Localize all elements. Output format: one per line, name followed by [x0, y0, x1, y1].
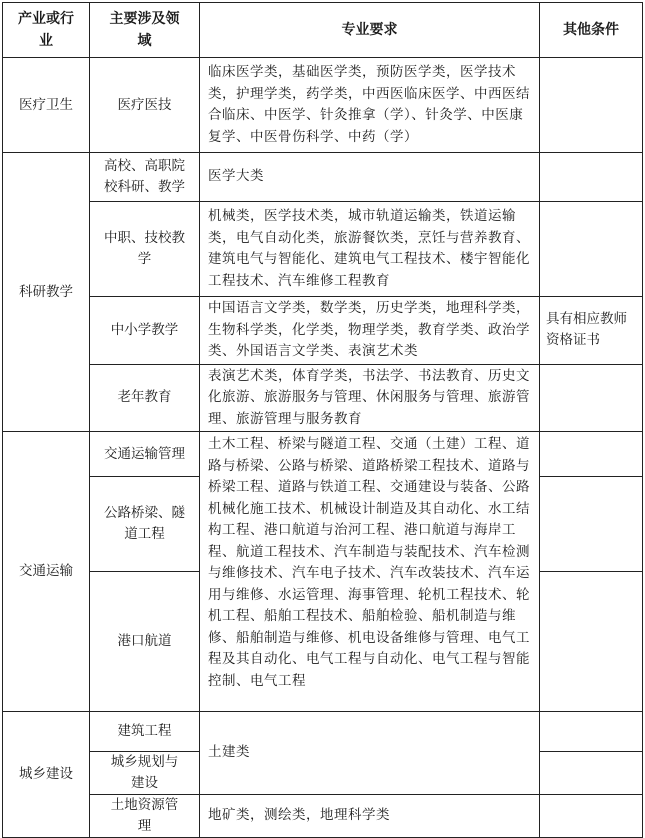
- field-cell: 城乡规划与建设: [90, 752, 200, 795]
- major-cell: 地矿类，测绘类，地理科学类: [200, 795, 540, 838]
- group-research: 科研教学: [3, 153, 90, 432]
- major-cell: 中国语言文学类，数学类，历史学类，地理科学类，生物科学类，化学类，物理学类，教育学类、政治学类、外国语言文学类、表演艺术类: [200, 297, 540, 365]
- field-cell: 建筑工程: [90, 712, 200, 752]
- major-cell: 机械类，医学技术类，城市轨道运输类，铁道运输类，电气自动化类，旅游餐饮类，烹饪与营养教育、建筑电气与智能化、建筑电气工程技术、楼宇智能化工程技术、汽车维修工程教育: [200, 202, 540, 297]
- table-row: [3, 58, 643, 153]
- major-cell: 表演艺术类，体育学类，书法学、书法教育、历史文化旅游、旅游服务与管理、休闲服务与管理、旅游管理、旅游管理与服务教育: [200, 364, 540, 432]
- field-cell: 土地资源管理: [90, 795, 200, 838]
- field-cell: 中小学教学: [90, 297, 200, 365]
- other-cell: [540, 795, 643, 838]
- table-row: [3, 432, 643, 477]
- major-cell: 医学大类: [200, 153, 540, 202]
- field-cell: 高校、高职院校科研、教学: [90, 153, 200, 202]
- requirements-table: [2, 2, 643, 838]
- field-cell: 公路桥梁、隧道工程: [90, 477, 200, 572]
- table-row: [3, 297, 643, 365]
- header-other: 其他条件: [540, 3, 643, 58]
- table-row: [3, 712, 643, 752]
- table-row: [3, 795, 643, 838]
- group-medical: 医疗卫生: [3, 58, 90, 153]
- field-cell: 中职、技校教学: [90, 202, 200, 297]
- other-cell: [540, 752, 643, 795]
- header-industry: 产业或行业: [3, 3, 90, 58]
- header-major: 专业要求: [200, 3, 540, 58]
- table-row: [3, 153, 643, 202]
- other-cell: [540, 202, 643, 297]
- major-cell-urban: 土建类: [200, 712, 540, 795]
- other-cell: 具有相应教师资格证书: [540, 297, 643, 365]
- header-row: [3, 3, 643, 58]
- field-cell: 港口航道: [90, 572, 200, 712]
- major-cell: 临床医学类，基础医学类，预防医学类，医学技术类，护理学类，药学类，中西医临床医学、中西医结合临床、中医学、针灸推拿（学）、针灸学、中医康复学、中医骨伤科学、中药（学）: [200, 58, 540, 153]
- table-row: [3, 202, 643, 297]
- table-row: [3, 364, 643, 432]
- header-field: 主要涉及领域: [90, 3, 200, 58]
- group-urban: 城乡建设: [3, 712, 90, 838]
- field-cell: 医疗医技: [90, 58, 200, 153]
- major-cell-transport: 土木工程、桥梁与隧道工程、交通（土建）工程、道路与桥梁、公路与桥梁、道路桥梁工程技术、道路与桥梁工程、道路与铁道工程、交通建设与装备、公路机械化施工技术、机械设计制造及其自动化、水工结构工程、港口航道与治河工程、港口航道与海岸工程、航道工程技术、汽车制造与装配技术、汽车检测与维修技术、汽车电子技术、汽车改装技术、汽车运用与维修、水运管理、海事管理、轮机工程技术、轮机工程、船舶工程技术、船舶检验、船机制造与维修、船舶制造与维修、机电设备维修与管理、电气工程及其自动化、电气工程与自动化、电气工程与智能控制、电气工程: [200, 432, 540, 712]
- other-cell: [540, 58, 643, 153]
- field-cell: 交通运输管理: [90, 432, 200, 477]
- field-cell: 老年教育: [90, 364, 200, 432]
- other-cell: [540, 477, 643, 572]
- group-transport: 交通运输: [3, 432, 90, 712]
- other-cell: [540, 364, 643, 432]
- other-cell: [540, 572, 643, 712]
- other-cell: [540, 153, 643, 202]
- other-cell: [540, 432, 643, 477]
- other-cell: [540, 712, 643, 752]
